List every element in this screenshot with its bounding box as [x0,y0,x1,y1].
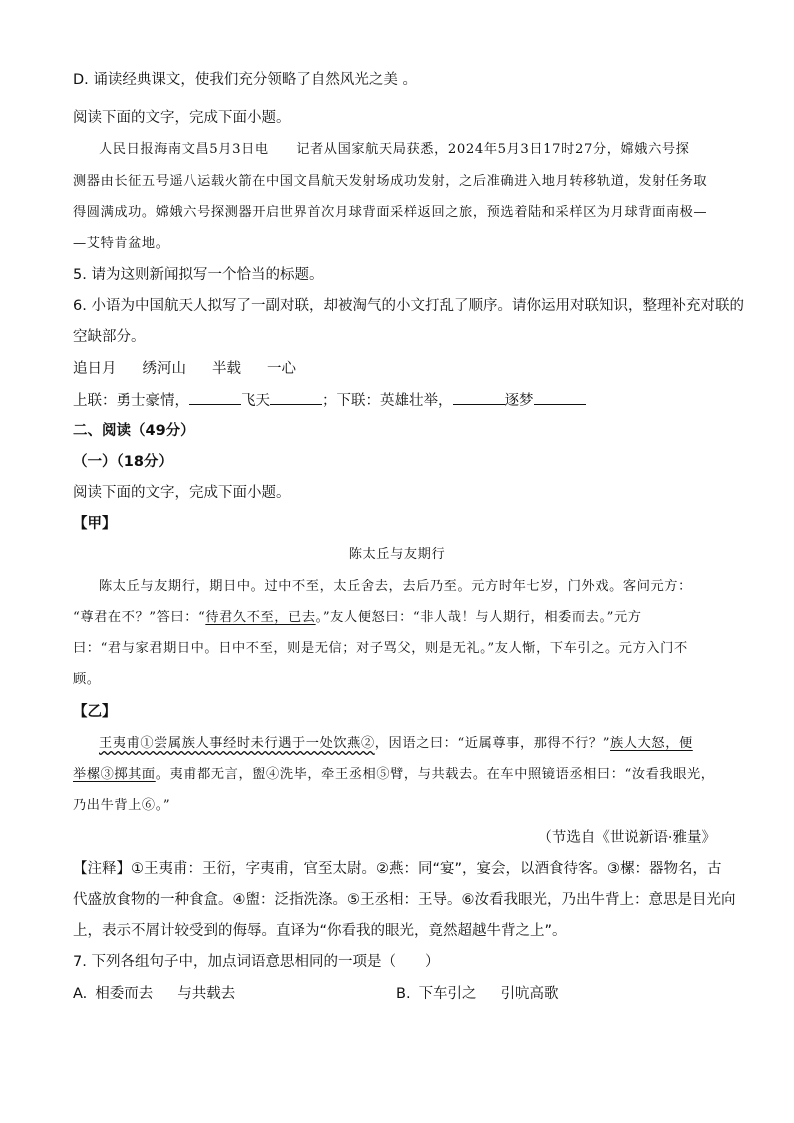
yi-line-2-end: 。夷甫都无言，盥④洗毕，牵王丞相⑤臂，与共载去。在车中照镜语丞相曰：“汝看我眼光， [155,767,715,782]
jia-line-2-start: “尊君在不？”答曰：“ [73,610,206,625]
underlined-sentence-2b: 举樏③掷其面 [73,767,156,782]
news-line-4: —艾特肯盆地。 [73,236,170,251]
news-line-1: 人民日报海南文昌5月3日电 记者从国家航天局获悉，2024年5月3日17时27分，嫦娥六号探 [99,142,690,157]
label-jia: 【甲】 [73,516,117,532]
word-4: 一心 [267,361,296,377]
blank-upper-1[interactable] [189,390,241,405]
scrambled-words [73,359,296,379]
yi-line-3: 乃出牛背上⑥。” [73,798,171,813]
couplet [73,390,586,411]
yi-line-1 [99,734,693,754]
question-5: 5. 请为这则新闻拟写一个恰当的标题。 [73,267,324,283]
option-d: D. 诵读经典课文，使我们充分领略了自然风光之美 。 [73,72,417,88]
reading-instruction: 阅读下面的文字，完成下面小题。 [73,110,291,126]
lower-couplet-mid: 逐梦 [504,393,534,409]
blank-lower-2[interactable] [534,390,586,405]
reading-instruction-2: 阅读下面的文字，完成下面小题。 [73,485,291,501]
option-a-label: A. [73,986,88,1002]
notes-line-1: 【注释】①王夷甫：王衍，字夷甫，官至太尉。②燕：同“宴”，宴会，以酒食待客。③樏：器物名，古 [73,861,722,877]
notes-line-3: 上，表示不屑计较受到的侮辱。直译为“你看我的眼光，竟然超越牛背之上”。 [73,923,567,939]
upper-couplet-end: ；下联：英雄壮举， [322,393,453,409]
upper-couplet-mid: 飞天 [241,393,270,409]
yi-line-1-mid: ，因语之曰：“近属尊事，那得不行？” [374,736,611,751]
source-citation: （节选自《世说新语·雅量》 [537,830,716,846]
option-a-text-2: 与共载去 [177,986,236,1002]
news-line-2: 测器由长征五号遥八运载火箭在中国文昌航天发射场成功发射，之后准确进入地月转移轨道，发射任务取 [73,174,708,189]
blank-lower-1[interactable] [453,390,505,405]
subsection-heading: （一）（18分） [73,454,173,470]
question-6-line-1: 6. 小语为中国航天人拟写了一副对联，却被淘气的小文打乱了顺序。请你运用对联知识，整理补充对联的 [73,298,744,314]
wavy-underlined-sentence: 王夷甫①尝属族人事经时未行遇于一处饮燕② [99,736,375,751]
underlined-sentence-2a: 族人大怒，便 [610,736,693,751]
question-6-line-2: 空缺部分。 [73,329,146,345]
notes-line-2: 代盛放食物的一种食盒。④盥：泛指洗涤。⑤王丞相：王导。⑥汝看我眼光，乃出牛背上：意思是目光向 [73,892,736,908]
jia-line-2-end: 。”友人便怒曰：“非人哉！与人期行，相委而去。”元方 [315,610,642,625]
word-3: 半载 [212,361,241,377]
news-line-3: 得圆满成功。嫦娥六号探测器开启世界首次月球背面采样返回之旅，预选着陆和采样区为月球背面南极— [73,205,708,220]
label-yi: 【乙】 [73,704,117,720]
jia-line-3: 曰：“君与家君期日中。日中不至，则是无信；对子骂父，则是无礼。”友人惭，下车引之。元方入门不 [73,641,688,656]
yi-line-2 [73,765,715,785]
passage-title: 陈太丘与友期行 [348,547,446,562]
option-b-label: B. [396,986,411,1002]
option-a-text-1: 相委而去 [95,986,154,1002]
jia-line-2 [73,608,642,628]
underlined-sentence: 待君久不至，已去 [205,610,316,625]
jia-line-4: 顾。 [73,672,101,687]
option-a[interactable] [73,984,235,1004]
section-heading: 二、阅读（49分） [73,423,195,439]
option-b-text-1: 下车引之 [418,986,477,1002]
blank-upper-2[interactable] [270,390,322,405]
upper-couplet-prefix: 上联：勇士豪情， [73,393,189,409]
word-1: 追日月 [73,361,117,377]
word-2: 绣河山 [142,361,186,377]
option-b-text-2: 引吭高歌 [500,986,559,1002]
jia-line-1: 陈太丘与友期行，期日中。过中不至，太丘舍去，去后乃至。元方时年七岁，门外戏。客问元方： [99,579,692,594]
question-7: 7. 下列各组句子中，加点词语意思相同的一项是（ ） [73,954,440,970]
option-b[interactable] [396,984,559,1004]
